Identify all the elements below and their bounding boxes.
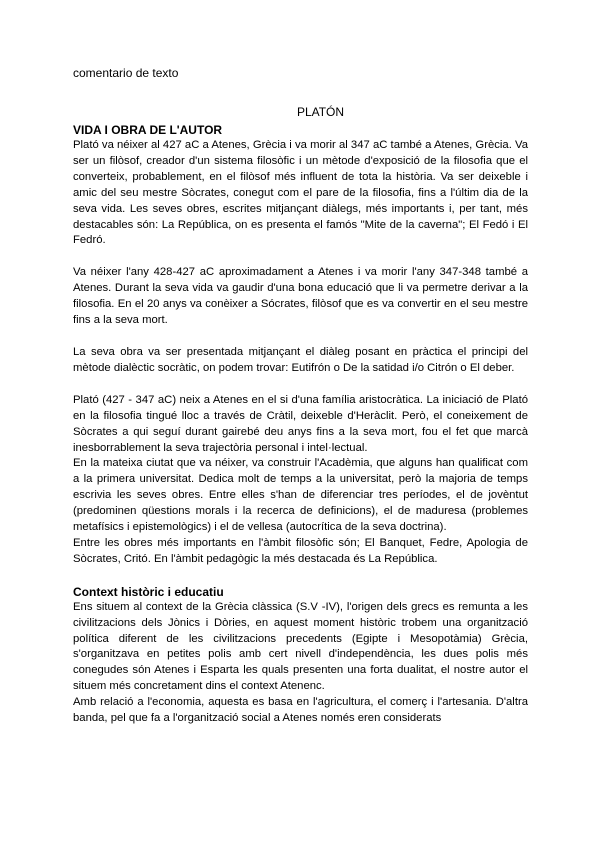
paragraph: Ens situem al context de la Grècia clàssica (S.V -IV), l'origen dels grecs es remunta a les civilitzacions dels Jònics i Dòries, en aquest moment històric trobem una organització política diferent de les civilitzacions precedents (Egipte i Mesopotàmia) Grècia, s'organitzava en petites polis amb cert nivell d'independència, les dues polis més conegudes són Atenes i Esparta les quals presenten una forta dualitat, el nostre autor el situem més concretament dins el context Atenenc. xyxy=(73,600,528,693)
paragraph-spacer xyxy=(73,249,528,265)
paragraph: Amb relació a l'economia, aquesta es basa en l'agricultura, el comerç i l'artesania. D'altra banda, pel que fa a l'organització social a Atenes només eren considerats xyxy=(73,696,528,725)
paragraph: Plató (427 - 347 aC) neix a Atenes en el si d'una família aristocràtica. La iniciació de Plató en la filosofia tingué lloc a través de Cràtil, deixeble d'Heràclit. Però, el coneixement de Sòcrates a qui seguí durant gairebé deu anys fins a la seva mort, fou el fet que marcà inesborrablement la seva trajectòria personal i intel·lectual. xyxy=(73,393,528,454)
paragraph: Plató va néixer al 427 aC a Atenes, Grècia i va morir al 347 aC també a Atenes, Grècia. Va ser un filòsof, creador d'un sistema filosòfic i un mètode d'exposició de la filosofia que el converteix, probablement, en el filòsof més influent de tota la història. Va ser deixeble i amic del seu mestre Sòcrates, conegut com el pare de la filosofia, fins a l'últim dia de la seva vida. Les seves obres, escrites mitjançant diàlegs, més importants i, per tant, més destacables són: La República, on es presenta el famós "Mite de la caverna"; El Fedó i El Fedró. xyxy=(73,139,528,247)
paragraph: Entre les obres més importants en l'àmbit filosòfic són; El Banquet, Fedre, Apologia de Sòcrates, Critó. En l'àmbit pedagògic la més destacada és La República. xyxy=(73,536,528,565)
paragraph: La seva obra va ser presentada mitjançant el diàleg posant en pràctica el principi del mètode dialèctic socràtic, on podem trovar: Eutifrón o De la satidad i/o Citrón o El deber. xyxy=(73,345,528,374)
paragraph: Va néixer l'any 428-427 aC aproximadament a Atenes i va morir l'any 347-348 també a Atenes. Durant la seva vida va gaudir d'una bona educació que li va permetre derivar a la filosofia. En el 20 anys va conèixer a Sócrates, filòsof que es va convertir en el seu mestre fins a la seva mort. xyxy=(73,266,528,327)
paragraph-spacer xyxy=(73,329,528,345)
document-page xyxy=(73,66,528,727)
section-heading-life-and-work: VIDA I OBRA DE L'AUTOR xyxy=(73,123,223,137)
paragraph: En la mateixa ciutat que va néixer, va construir l'Acadèmia, que alguns han qualificat com a la primera universitat. Dedica molt de temps a la universitat, però la majoria de temps escrivia les seves obres. Entre elles s'han de diferenciar tres períodes, el de jovèntut (predominen qüestions morals i la recerca de definicions), el de maduresa (problemes metafísics i epistemològics) i el de vellesa (autocrítica de la seva doctrina). xyxy=(73,457,528,534)
page-title: PLATÓN xyxy=(296,105,345,119)
section-heading-historical-context: Context històric i educatiu xyxy=(73,584,224,599)
section-spacer xyxy=(73,568,528,582)
paragraph-spacer xyxy=(73,377,528,393)
header-note: comentario de texto xyxy=(73,66,179,80)
